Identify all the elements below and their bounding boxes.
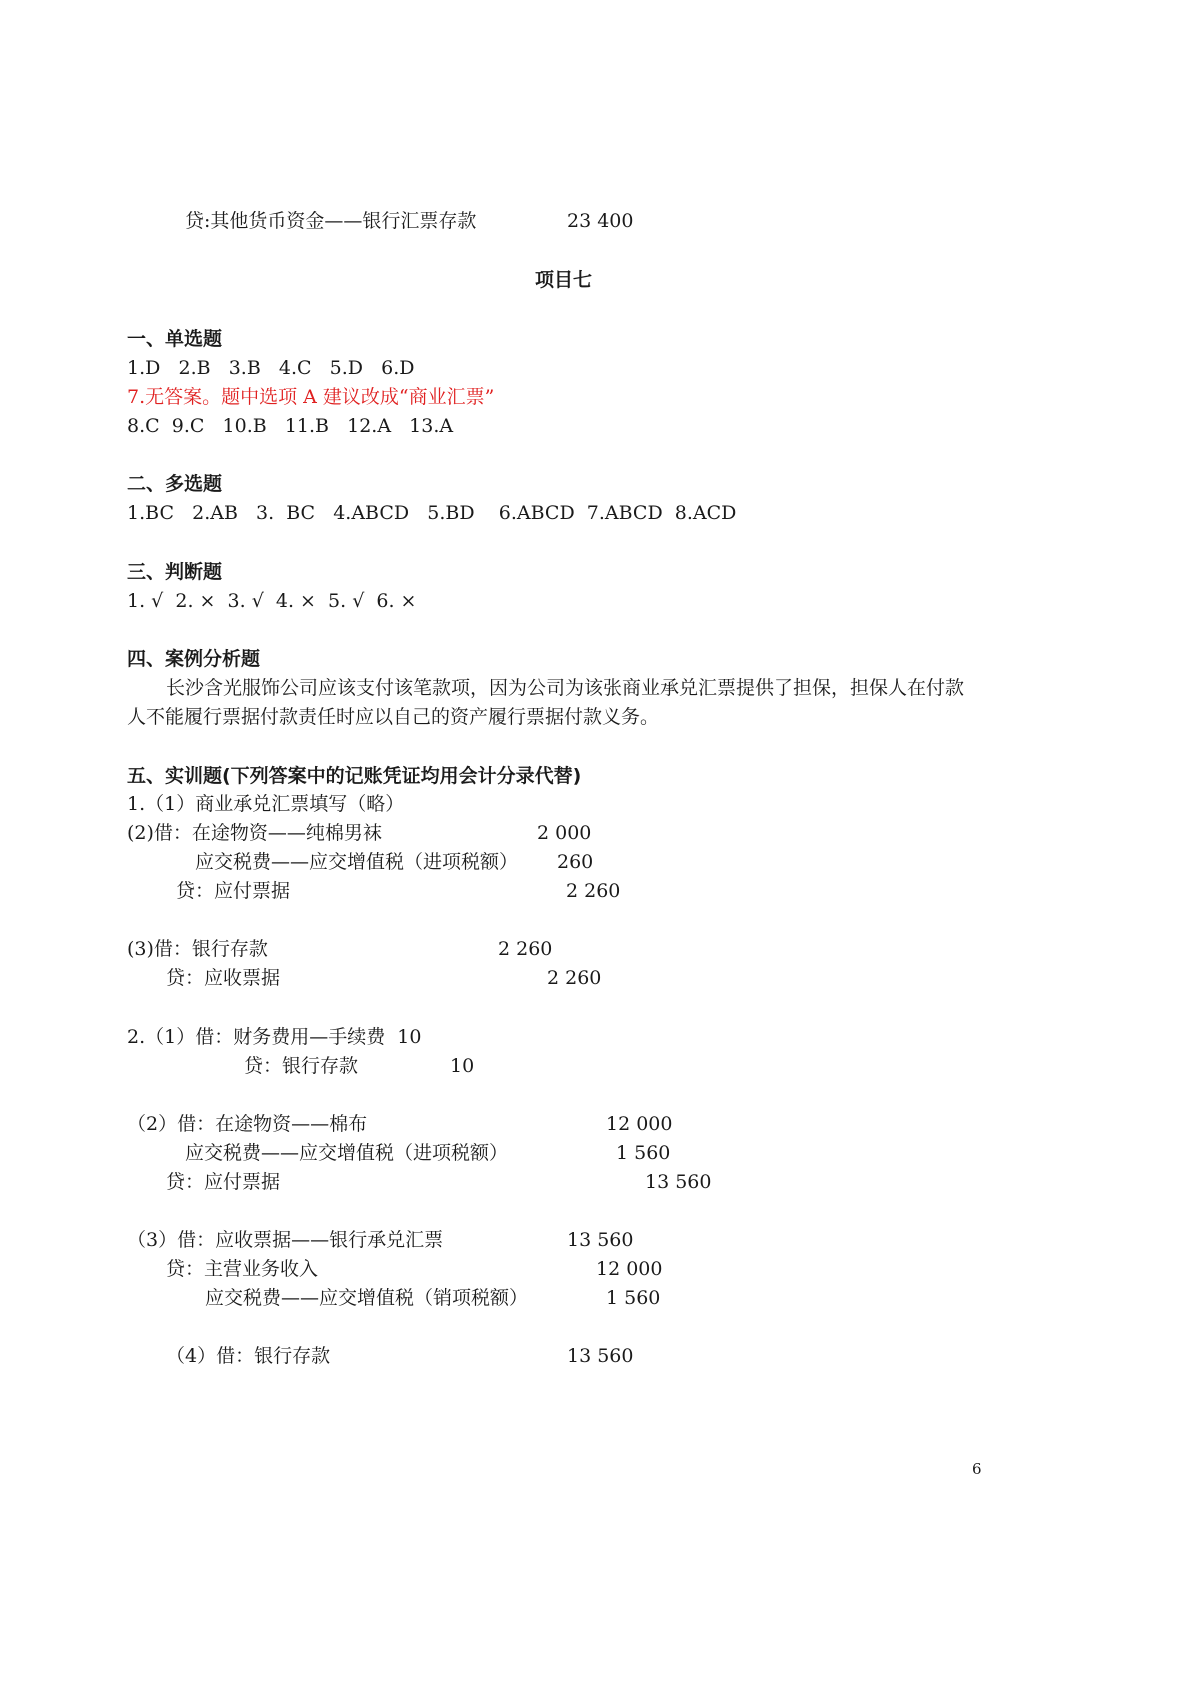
q2-part2-tax-amount: 1 560 <box>616 1142 671 1164</box>
q1-part2-credit-amount: 2 260 <box>566 880 621 902</box>
case-analysis-paragraph-line-1: 长沙含光服饰公司应该支付该笔款项，因为公司为该张商业承兑汇票提供了担保，担保人在付款 <box>166 677 965 699</box>
q1-part2-tax: 应交税费——应交增值税（进项税额） <box>195 851 519 873</box>
q2-part2-credit: 贷：应付票据 <box>166 1171 281 1193</box>
section-multi-choice-title: 二、多选题 <box>127 473 223 495</box>
q2-part3-credit-revenue-amount: 12 000 <box>596 1258 663 1280</box>
q1-part3-debit-amount: 2 260 <box>498 938 553 960</box>
q2-part2-debit-amount: 12 000 <box>606 1113 673 1135</box>
single-choice-note: 7.无答案。题中选项 A 建议改成“商业汇票” <box>127 386 495 408</box>
q2-part3-credit-tax: 应交税费——应交增值税（销项税额） <box>205 1287 529 1309</box>
q2-part2-debit: （2）借：在途物资——棉布 <box>127 1113 368 1135</box>
q2-part1-credit: 贷：银行存款 <box>244 1055 359 1077</box>
q2-part2-tax: 应交税费——应交增值税（进项税额） <box>185 1142 509 1164</box>
q2-part1-credit-amount: 10 <box>450 1055 475 1077</box>
q2-part3-debit-amount: 13 560 <box>567 1229 634 1251</box>
top-entry-amount: 23 400 <box>567 210 634 232</box>
multi-choice-answers: 1.BC 2.AB 3. BC 4.ABCD 5.BD 6.ABCD 7.ABCD 8.ACD <box>127 502 737 524</box>
section-practice-title: 五、实训题(下列答案中的记账凭证均用会计分录代替) <box>127 765 582 787</box>
q2-part3-debit: （3）借：应收票据——银行承兑汇票 <box>127 1229 444 1251</box>
case-analysis-paragraph-line-2: 人不能履行票据付款责任时应以自己的资产履行票据付款义务。 <box>127 706 660 728</box>
q2-part3-credit-revenue: 贷：主营业务收入 <box>166 1258 319 1280</box>
top-entry-account: 贷:其他货币资金——银行汇票存款 <box>185 210 477 232</box>
q1-part2-debit-amount: 2 000 <box>537 822 592 844</box>
project-title: 项目七 <box>535 269 593 291</box>
section-case-analysis-title: 四、案例分析题 <box>127 648 261 670</box>
single-choice-answers-2: 8.C 9.C 10.B 11.B 12.A 13.A <box>127 415 454 437</box>
q2-part3-credit-tax-amount: 1 560 <box>606 1287 661 1309</box>
q1-part3-debit: (3)借：银行存款 <box>127 938 268 960</box>
q1-part2-debit: (2)借：在途物资——纯棉男袜 <box>127 822 382 844</box>
q2-part4-debit: （4）借：银行存款 <box>166 1345 331 1367</box>
q1-part1: 1.（1）商业承兑汇票填写（略） <box>127 793 405 815</box>
single-choice-answers-1: 1.D 2.B 3.B 4.C 5.D 6.D <box>127 357 415 379</box>
true-false-answers: 1. √ 2. × 3. √ 4. × 5. √ 6. × <box>127 590 417 612</box>
q1-part2-tax-amount: 260 <box>557 851 594 873</box>
q1-part2-credit: 贷：应付票据 <box>176 880 291 902</box>
q2-part4-debit-amount: 13 560 <box>567 1345 634 1367</box>
q1-part3-credit: 贷：应收票据 <box>166 967 281 989</box>
q2-part2-credit-amount: 13 560 <box>645 1171 712 1193</box>
q1-part3-credit-amount: 2 260 <box>547 967 602 989</box>
section-true-false-title: 三、判断题 <box>127 561 223 583</box>
section-single-choice-title: 一、单选题 <box>127 328 223 350</box>
page-number: 6 <box>972 1460 982 1478</box>
q2-part1-debit: 2.（1）借：财务费用—手续费 10 <box>127 1026 422 1048</box>
